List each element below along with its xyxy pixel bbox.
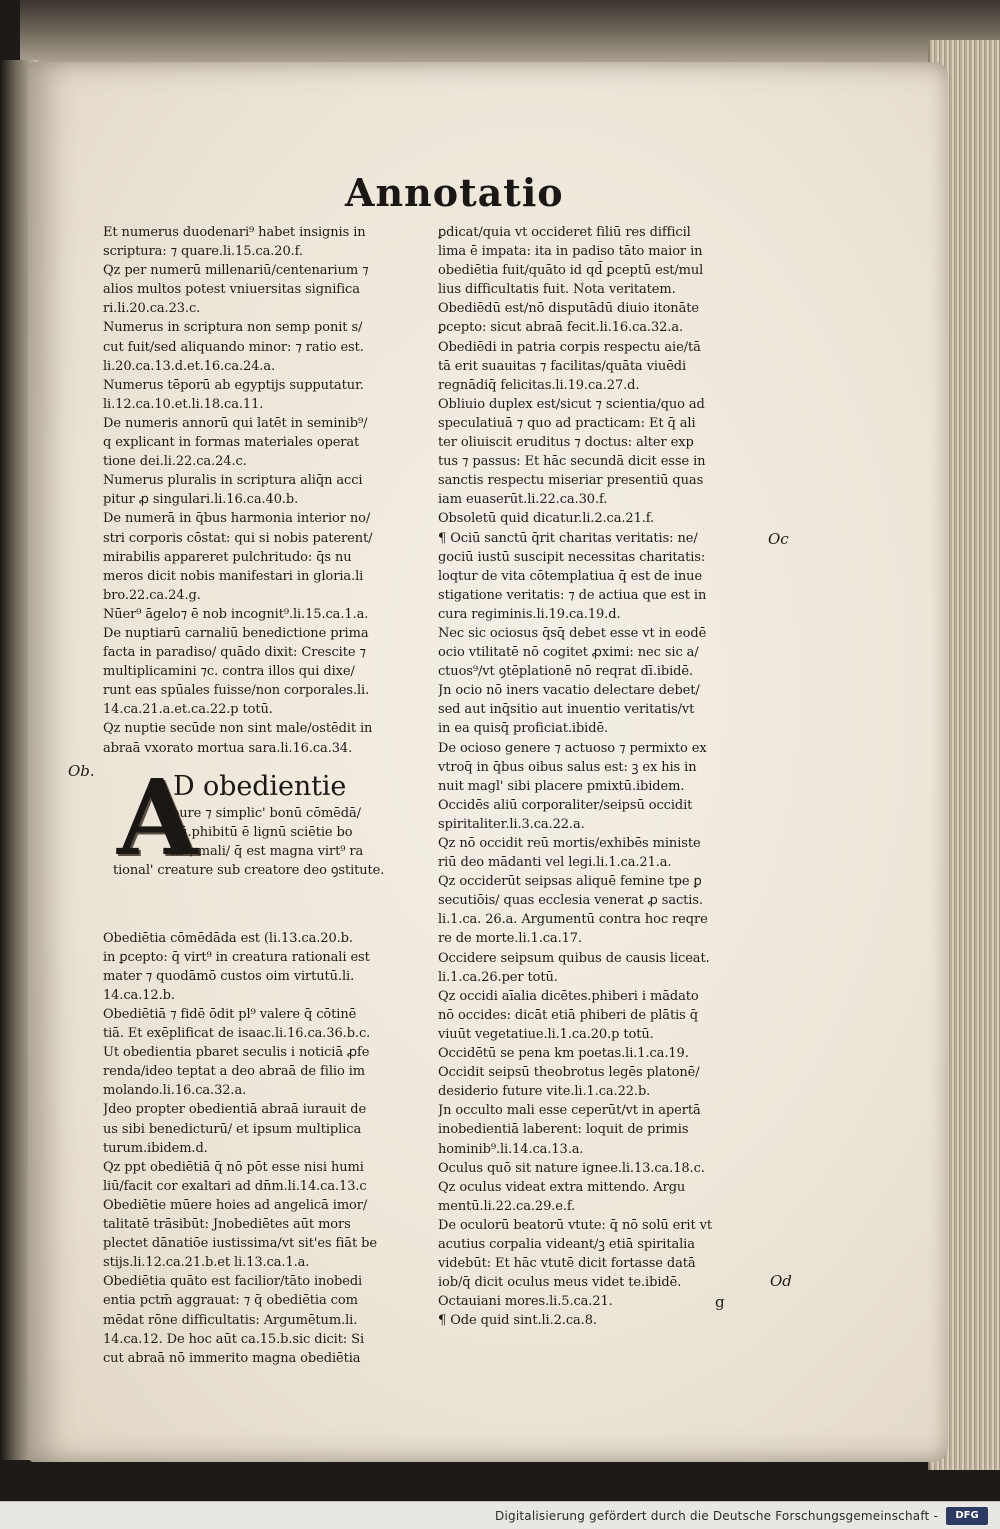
text-line: riū deo mādanti vel legi.li.1.ca.21.a. bbox=[438, 855, 672, 871]
text-line: sanctis respectu miseriar presentiū quas bbox=[438, 473, 704, 489]
text-line: mater ⁊ quodāmō custos oim virtutū.li. bbox=[103, 968, 355, 984]
text-line: li.12.ca.10.et.li.18.ca.11. bbox=[103, 396, 264, 412]
text-line: stijs.li.12.ca.21.b.et li.13.ca.1.a. bbox=[103, 1255, 310, 1271]
text-line: Occidēs aliū corporaliter/seipsū occidit bbox=[438, 797, 693, 813]
text-line: dū.phibitū ē lignū sciētie bo bbox=[171, 824, 353, 840]
ob-section-start bbox=[103, 755, 431, 929]
left-column-bottom-entries bbox=[103, 929, 431, 1368]
text-line: Obediētia cōmēdāda est (li.13.ca.20.b. bbox=[103, 930, 353, 946]
text-line: tus ⁊ passus: Et hāc secundā dicit esse in bbox=[438, 454, 706, 470]
text-line: Obsoletū quid dicatur.li.2.ca.21.f. bbox=[438, 511, 655, 527]
text-line: acutius corpalia videant/ꝫ etiā spiritalia bbox=[438, 1236, 695, 1252]
text-line: liū/facit cor exaltari ad dn̄m.li.14.ca.13.c bbox=[103, 1178, 367, 1194]
text-line: Nūer⁹ āgelo⁊ ē nob incognit⁹.li.15.ca.1.a. bbox=[103, 606, 369, 622]
text-line: li.20.ca.13.d.et.16.ca.24.a. bbox=[103, 358, 276, 374]
text-line: obediētia fuit/quāto id qd̄ ꝑceptū est/mul bbox=[438, 263, 704, 279]
text-line: 14.ca.12. De hoc aūt ca.15.b.sic dicit: Si bbox=[103, 1331, 365, 1347]
text-line: lima ē impata: ita in padiso tāto maior in bbox=[438, 244, 703, 260]
text-line: Obediēdū est/nō disputādū diuio itonāte bbox=[438, 301, 699, 317]
text-line: turum.ibidem.d. bbox=[103, 1140, 208, 1156]
margin-note-od: Od bbox=[770, 1272, 792, 1290]
text-line: regnādiq̄ felicitas.li.19.ca.27.d. bbox=[438, 377, 640, 393]
text-line: gociū iustū suscipit necessitas charitatis: bbox=[438, 549, 706, 565]
text-line: tione dei.li.22.ca.24.c. bbox=[103, 454, 247, 470]
text-line: Obliuio duplex est/sicut ⁊ scientia/quo ad bbox=[438, 396, 705, 412]
text-line: De oculorū beatorū vtute: q̄ nō solū erit vt bbox=[438, 1217, 712, 1233]
text-line: nuit magl' sibi placere pmixtū.ibidem. bbox=[438, 778, 685, 794]
text-line: De numeris annorū qui latēt in seminib⁹/ bbox=[103, 415, 368, 431]
text-line: De nuptiarū carnaliū benedictione prima bbox=[103, 625, 369, 641]
text-line: ni ⁊ mali/ q̄ est magna virt⁹ ra bbox=[171, 843, 364, 859]
text-line: cut abraā nō immerito magna obediētia bbox=[103, 1350, 361, 1366]
text-line: Qz oculus videat extra mittendo. Argu bbox=[438, 1179, 686, 1195]
text-line: plectet dānatiōe iustissima/vt sit'es fiāt be bbox=[103, 1236, 377, 1252]
text-line: loqtur de vita cōtemplatiua q̄ est de inue bbox=[438, 568, 703, 584]
text-line: secutiōis/ quas ecclesia venerat ꝓ sactis. bbox=[438, 893, 703, 909]
margin-note-oc: Oc bbox=[768, 530, 789, 548]
text-line: Et numerus duodenari⁹ habet insignis in bbox=[103, 225, 366, 240]
text-line: desiderio future vite.li.1.ca.22.b. bbox=[438, 1084, 651, 1100]
text-line: Octauiani mores.li.5.ca.21. bbox=[438, 1294, 613, 1310]
text-line: 14.ca.12.b. bbox=[103, 987, 175, 1003]
decorated-initial: A bbox=[117, 755, 198, 879]
section-heading: D obedientie bbox=[173, 770, 347, 802]
text-line: scriptura: ⁊ quare.li.15.ca.20.f. bbox=[103, 244, 303, 260]
text-line: meros dicit nobis manifestari in gloria.li bbox=[103, 568, 364, 584]
text-line: us sibi benedicturū/ et ipsum multiplica bbox=[103, 1121, 362, 1137]
text-line: Numerus pluralis in scriptura aliq̄n acci bbox=[103, 473, 363, 489]
text-line: stri corporis cōstat: qui si nobis paterent/ bbox=[103, 530, 373, 546]
text-line: Obediētie mūere hoies ad angelicā imor/ bbox=[103, 1197, 368, 1213]
signature-mark: g bbox=[715, 1293, 725, 1311]
text-line: ri.li.20.ca.23.c. bbox=[103, 301, 201, 317]
text-line: mēdat rōne difficultatis: Argumētum.li. bbox=[103, 1312, 358, 1328]
text-line: lius difficultatis fuit. Nota veritatem. bbox=[438, 282, 676, 298]
text-line: ter oliuiscit eruditus ⁊ doctus: alter exp bbox=[438, 435, 694, 451]
text-line: re de morte.li.1.ca.17. bbox=[438, 931, 582, 947]
text-line: Oculus quō sit nature ignee.li.13.ca.18.c. bbox=[438, 1160, 705, 1176]
text-line: viuūt vegetatiue.li.1.ca.20.p totū. bbox=[438, 1026, 654, 1042]
text-line: vtroq̄ in q̄bus oibus salus est: ꝫ ex his in bbox=[438, 759, 697, 775]
text-line: li.1.ca.26.per totū. bbox=[438, 969, 558, 985]
text-line: pitur ꝓ singulari.li.16.ca.40.b. bbox=[103, 492, 299, 508]
digitization-footer bbox=[0, 1501, 1000, 1529]
page-header-title: Annotatio bbox=[345, 170, 564, 215]
text-line: Qz nō occidit reū mortis/exhibēs ministe bbox=[438, 836, 701, 851]
section-intro-lines bbox=[113, 804, 433, 880]
text-line: Numerus tēporū ab egyptijs supputatur. bbox=[103, 377, 364, 393]
text-line: Qz occidi aīalia dicētes.phiberi i mādato bbox=[438, 988, 699, 1004]
text-line: in ea quisq̄ proficiat.ibidē. bbox=[438, 721, 609, 737]
text-line: sed aut inq̄sitio aut inuentio veritatis/vt bbox=[438, 702, 695, 718]
text-line: talitatē trāsibūt: Jnobediētes aūt mors bbox=[103, 1217, 351, 1233]
text-line: Nec sic ociosus q̄sq̄ debet esse vt in eodē bbox=[438, 625, 707, 641]
text-line: Obediētiā ⁊ fidē ōdit pl⁹ valere q̄ cōtinē bbox=[103, 1007, 357, 1022]
text-line: inobedientiā laberent: loquit de primis bbox=[438, 1122, 689, 1138]
text-line: Numerus in scriptura non semp ponit s/ bbox=[103, 320, 363, 336]
right-column bbox=[438, 223, 768, 1330]
text-line: cut fuit/sed aliquando minor: ⁊ ratio est. bbox=[103, 339, 364, 355]
text-line: cura regiminis.li.19.ca.19.d. bbox=[438, 606, 621, 622]
text-line: Jn occulto mali esse ceperūt/vt in apertā bbox=[438, 1103, 701, 1119]
text-line: entia pctm̄ aggrauat: ⁊ q̄ obediētia com bbox=[103, 1293, 358, 1309]
text-line: De ocioso genere ⁊ actuoso ⁊ permixto ex bbox=[438, 740, 707, 756]
text-line: ocio vtilitatē nō cogitet ꝓximi: nec sic a/ bbox=[438, 645, 699, 661]
text-line: hominib⁹.li.14.ca.13.a. bbox=[438, 1141, 584, 1157]
funding-notice: Digitalisierung gefördert durch die Deutsche Forschungsgemeinschaft - bbox=[495, 1509, 938, 1523]
text-line: bro.22.ca.24.g. bbox=[103, 587, 201, 603]
text-line: molando.li.16.ca.32.a. bbox=[103, 1083, 247, 1099]
text-line: mirabilis appareret pulchritudo: q̄s nu bbox=[103, 549, 352, 565]
dfg-logo: DFG bbox=[946, 1507, 988, 1525]
text-line: Occidit seipsū theobrotus legēs platonē/ bbox=[438, 1065, 700, 1081]
text-line: De numerā in q̄bus harmonia interior no/ bbox=[103, 511, 371, 527]
text-line: videbūt: Et hāc vtutē dicit fortasse datā bbox=[438, 1256, 696, 1272]
left-column-top-entries bbox=[103, 223, 431, 758]
text-line: renda/ideo teptat a deo abraā de filio im bbox=[103, 1064, 365, 1080]
text-line: multiplicamini ⁊c. contra illos qui dixe/ bbox=[103, 664, 355, 680]
text-line: tiā. Et exēplificat de isaac.li.16.ca.36.b.c. bbox=[103, 1026, 371, 1042]
text-line: abraā vxorato mortua sara.li.16.ca.34. bbox=[103, 740, 353, 756]
text-line: Occidētū se pena km poetas.li.1.ca.19. bbox=[438, 1046, 689, 1062]
text-line: Obediēdi in patria corpis respectu aie/tā bbox=[438, 339, 701, 355]
margin-note-ob: Ob. bbox=[68, 762, 95, 780]
text-line: ¶ Ociū sanctū q̄rit charitas veritatis: ne/ bbox=[438, 530, 698, 546]
text-line: runt eas spūales fuisse/non corporales.li. bbox=[103, 683, 370, 699]
text-line: pure ⁊ simplic' bonū cōmēdā/ bbox=[171, 805, 361, 821]
text-line: speculatiuā ⁊ quo ad practicam: Et q̄ ali bbox=[438, 415, 696, 431]
text-line: nō occides: dicāt etiā phiberi de plātis q̄ bbox=[438, 1007, 698, 1023]
text-line: iam euaserūt.li.22.ca.30.f. bbox=[438, 492, 608, 508]
text-line: Qz occiderūt seipsas aliquē femine tpe ꝑ bbox=[438, 874, 702, 890]
text-line: spiritaliter.li.3.ca.22.a. bbox=[438, 816, 585, 832]
text-line: ꝑcepto: sicut abraā fecit.li.16.ca.32.a. bbox=[438, 320, 684, 336]
text-line: Jn ocio nō iners vacatio delectare debet/ bbox=[438, 683, 700, 699]
text-line: tā erit suauitas ⁊ facilitas/quāta viuēdi bbox=[438, 358, 687, 374]
text-line: mentū.li.22.ca.29.e.f. bbox=[438, 1198, 576, 1214]
text-line: Qz ppt obediētiā q̄ nō pōt esse nisi humi bbox=[103, 1159, 364, 1175]
left-column bbox=[103, 223, 431, 1368]
text-line: li.1.ca. 26.a. Argumentū contra hoc reqre bbox=[438, 912, 708, 928]
text-line: facta in paradiso/ quādo dixit: Crescite ⁊ bbox=[103, 645, 366, 661]
text-line: iob/q̄ dicit oculus meus videt te.ibidē. bbox=[438, 1275, 682, 1291]
text-line: alios multos potest vniuersitas significa bbox=[103, 282, 360, 298]
text-line: ctuos⁹/vt ꝯtēplationē nō reqrat dī.ibidē. bbox=[438, 664, 694, 680]
text-line: Obediētia quāto est facilior/tāto inobedi bbox=[103, 1274, 363, 1290]
text-line: Occidere seipsum quibus de causis liceat. bbox=[438, 950, 710, 966]
text-line: Jdeo propter obedientiā abraā iurauit de bbox=[103, 1102, 367, 1118]
text-line: Qz nuptie secūde non sint male/ostēdit in bbox=[103, 721, 373, 737]
text-line: Ut obedientia pbaret seculis i noticiā ꝓfe bbox=[103, 1045, 370, 1061]
text-line: q explicant in formas materiales operat bbox=[103, 435, 360, 451]
text-line: tional' creature sub creatore deo ꝯstitute. bbox=[113, 862, 385, 878]
text-line: in ꝑcepto: q̄ virt⁹ in creatura rationali est bbox=[103, 949, 370, 965]
text-line: stigatione veritatis: ⁊ de actiua que est in bbox=[438, 587, 707, 603]
text-line: Qz per numerū millenariū/centenarium ⁊ bbox=[103, 263, 369, 279]
text-line: ¶ Ode quid sint.li.2.ca.8. bbox=[438, 1313, 597, 1329]
text-line: 14.ca.21.a.et.ca.22.p totū. bbox=[103, 702, 273, 718]
text-line: ꝑdicat/quia vt occideret filiū res difficil bbox=[438, 225, 691, 240]
